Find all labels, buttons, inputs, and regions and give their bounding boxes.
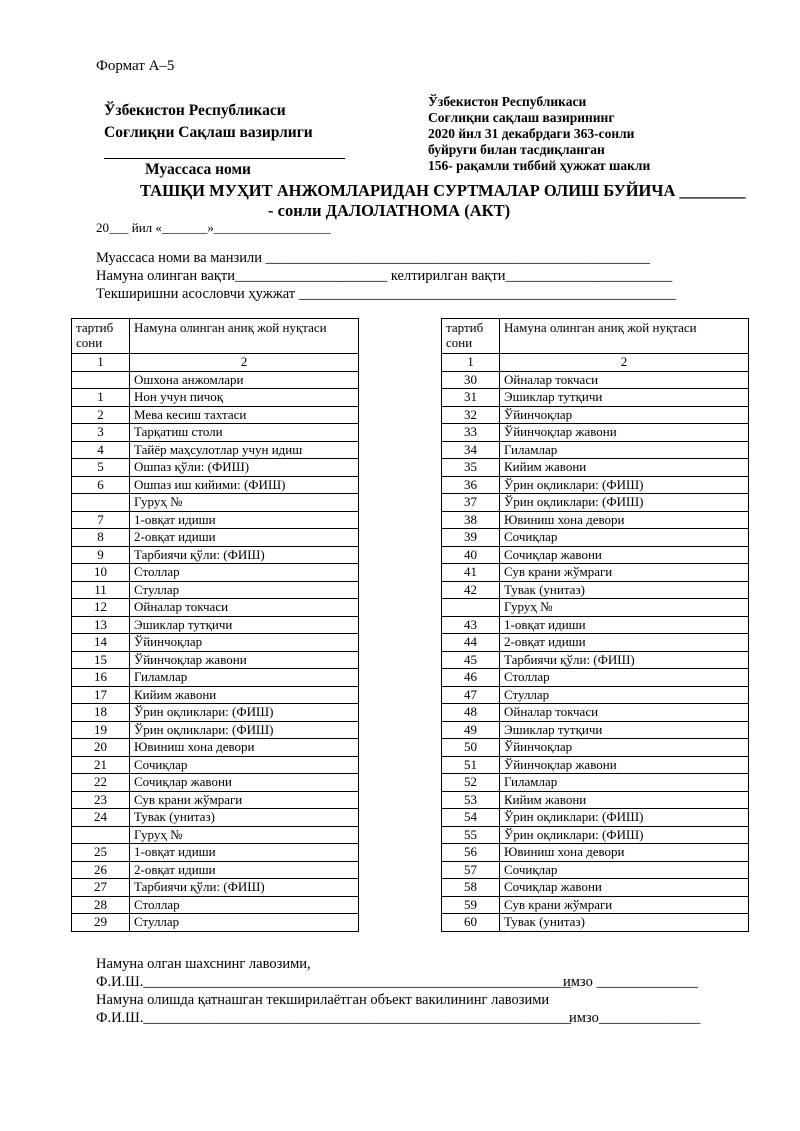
sampling-point-cell: Сув крани жўмраги <box>500 896 749 914</box>
sampling-point-cell: Тайёр маҳсулотлар учун идиш <box>130 441 359 459</box>
row-number <box>72 494 130 512</box>
sampling-point-cell: Ювиниш хона девори <box>500 511 749 529</box>
row-number: 5 <box>72 459 130 477</box>
table-row <box>442 564 749 582</box>
row-number: 39 <box>442 529 500 547</box>
table-row <box>72 371 359 389</box>
row-number: 21 <box>72 756 130 774</box>
sampling-point-cell: Сочиқлар <box>500 861 749 879</box>
sampling-point-cell: Кийим жавони <box>500 791 749 809</box>
sampling-point-cell: 2-овқат идиши <box>130 529 359 547</box>
republic-name: Ўзбекистон Республикаси <box>104 102 286 119</box>
sampling-point-cell: Тарқатиш столи <box>130 424 359 442</box>
row-number: 47 <box>442 686 500 704</box>
row-number: 30 <box>442 371 500 389</box>
sampling-point-header: Намуна олинган аниқ жой нуқтаси <box>500 319 749 354</box>
table-row <box>442 529 749 547</box>
row-number: 16 <box>72 669 130 687</box>
table-row <box>72 529 359 547</box>
sampling-point-cell: Сочиқлар жавони <box>130 774 359 792</box>
table-row <box>72 389 359 407</box>
order-number-header: тартиб сони <box>442 319 500 354</box>
sampling-point-cell: 1-овқат идиши <box>500 616 749 634</box>
row-number: 18 <box>72 704 130 722</box>
row-number: 40 <box>442 546 500 564</box>
row-number: 24 <box>72 809 130 827</box>
row-number: 58 <box>442 879 500 897</box>
table-row <box>72 686 359 704</box>
sampling-point-cell: Стуллар <box>500 686 749 704</box>
table-row <box>442 599 749 617</box>
approval-line-5: 156- рақамли тиббий ҳужжат шакли <box>428 158 651 173</box>
approval-line-2: Соғлиқни сақлаш вазирининг <box>428 110 615 125</box>
row-number <box>72 371 130 389</box>
order-number-header: тартиб сони <box>72 319 130 354</box>
sampling-point-cell: Тарбиячи қўли: (ФИШ) <box>130 879 359 897</box>
sampling-point-cell: Ойналар токчаси <box>130 599 359 617</box>
table-row <box>442 809 749 827</box>
institution-name-label: Муассаса номи <box>145 161 251 178</box>
row-number: 44 <box>442 634 500 652</box>
row-number: 15 <box>72 651 130 669</box>
row-number: 9 <box>72 546 130 564</box>
row-number: 45 <box>442 651 500 669</box>
sampling-point-cell: Ўйинчоқлар жавони <box>130 651 359 669</box>
table-row <box>72 669 359 687</box>
sampling-point-cell: Сочиқлар жавони <box>500 879 749 897</box>
row-number: 2 <box>72 406 130 424</box>
row-number: 48 <box>442 704 500 722</box>
sampling-point-cell: 2-овқат идиши <box>500 634 749 652</box>
sampling-point-cell: Столлар <box>130 564 359 582</box>
row-number: 8 <box>72 529 130 547</box>
representative-fio-field[interactable]: Ф.И.Ш.___________________________________________________________ <box>96 1010 572 1026</box>
row-number: 56 <box>442 844 500 862</box>
sampler-signature-field[interactable]: имзо ______________ <box>563 974 698 990</box>
table-row <box>72 844 359 862</box>
row-number: 4 <box>72 441 130 459</box>
table-row <box>72 756 359 774</box>
row-number: 23 <box>72 791 130 809</box>
table-row <box>72 581 359 599</box>
sampling-point-cell: Сув крани жўмраги <box>130 791 359 809</box>
table-row <box>72 476 359 494</box>
row-number: 11 <box>72 581 130 599</box>
sampling-point-cell: Кийим жавони <box>500 459 749 477</box>
sampling-point-cell: Тувак (унитаз) <box>130 809 359 827</box>
table-row <box>72 896 359 914</box>
row-number: 32 <box>442 406 500 424</box>
row-number: 7 <box>72 511 130 529</box>
table-row <box>72 616 359 634</box>
row-number: 1 <box>72 389 130 407</box>
sampling-point-cell: Стуллар <box>130 581 359 599</box>
table-row <box>72 406 359 424</box>
sampling-point-cell: Тувак (унитаз) <box>500 581 749 599</box>
table-row <box>442 651 749 669</box>
table-row <box>442 826 749 844</box>
row-number: 37 <box>442 494 500 512</box>
sampling-point-cell: Сочиқлар <box>130 756 359 774</box>
row-number: 12 <box>72 599 130 617</box>
sampling-point-cell: Гиламлар <box>500 774 749 792</box>
row-number: 10 <box>72 564 130 582</box>
table-row <box>72 739 359 757</box>
table-row <box>442 546 749 564</box>
sampling-point-cell: Ўйинчоқлар жавони <box>500 424 749 442</box>
row-number: 41 <box>442 564 500 582</box>
table-row <box>442 616 749 634</box>
table-row <box>442 494 749 512</box>
column-index-2: 2 <box>500 354 749 372</box>
approval-line-3: 2020 йил 31 декабрдаги 363-сонли <box>428 126 635 141</box>
sampling-point-cell: Сочиқлар жавони <box>500 546 749 564</box>
row-number: 26 <box>72 861 130 879</box>
sampling-point-cell: Ошпаз иш кийими: (ФИШ) <box>130 476 359 494</box>
representative-signature-field[interactable]: имзо______________ <box>569 1010 701 1026</box>
row-number: 28 <box>72 896 130 914</box>
approval-line-1: Ўзбекистон Республикаси <box>428 94 587 109</box>
row-number: 50 <box>442 739 500 757</box>
row-number: 38 <box>442 511 500 529</box>
row-number: 53 <box>442 791 500 809</box>
row-number: 57 <box>442 861 500 879</box>
sampling-point-cell: Гуруҳ № <box>500 599 749 617</box>
row-number: 49 <box>442 721 500 739</box>
row-number: 27 <box>72 879 130 897</box>
sampling-point-cell: Тувак (унитаз) <box>500 914 749 932</box>
table-row <box>442 441 749 459</box>
sampling-point-cell: Ўрин оқликлари: (ФИШ) <box>130 721 359 739</box>
sampling-point-cell: Ойналар токчаси <box>500 371 749 389</box>
sampling-point-cell: Ўйинчоқлар <box>500 739 749 757</box>
row-number: 42 <box>442 581 500 599</box>
row-number: 54 <box>442 809 500 827</box>
ministry-name: Соғлиқни Сақлаш вазирлиги <box>104 124 313 141</box>
row-number: 25 <box>72 844 130 862</box>
table-row <box>442 861 749 879</box>
table-row <box>442 686 749 704</box>
table-row <box>442 914 749 932</box>
table-row <box>72 861 359 879</box>
row-number: 29 <box>72 914 130 932</box>
sampling-point-cell: Гуруҳ № <box>130 494 359 512</box>
sampling-point-cell: Эшиклар тутқичи <box>130 616 359 634</box>
row-number <box>72 826 130 844</box>
document-title: ТАШҚИ МУҲИТ АНЖОМЛАРИДАН СУРТМАЛАР ОЛИШ БУЙИЧА ________ <box>140 181 746 200</box>
table-row <box>72 704 359 722</box>
sampling-point-cell: 1-овқат идиши <box>130 844 359 862</box>
table-row <box>442 704 749 722</box>
row-number: 35 <box>442 459 500 477</box>
row-number: 3 <box>72 424 130 442</box>
sampling-point-cell: Гиламлар <box>130 669 359 687</box>
representative-position-label: Намуна олишда қатнашган текширилаётган объект вакилининг лавозими <box>96 992 550 1008</box>
table-row <box>442 424 749 442</box>
sampling-point-cell: Гуруҳ № <box>130 826 359 844</box>
row-number <box>442 599 500 617</box>
row-number: 46 <box>442 669 500 687</box>
sampler-fio-field[interactable]: Ф.И.Ш.___________________________________________________________ <box>96 974 572 990</box>
sampling-point-cell: Ўрин оқликлари: (ФИШ) <box>130 704 359 722</box>
sampling-point-cell: Ошхона анжомлари <box>130 371 359 389</box>
sampling-point-cell: Столлар <box>500 669 749 687</box>
table-row <box>72 599 359 617</box>
sampling-point-header: Намуна олинган аниқ жой нуқтаси <box>130 319 359 354</box>
column-index-row <box>442 354 749 372</box>
table-header-row <box>442 319 749 354</box>
table-row <box>442 844 749 862</box>
approval-line-4: буйруғи билан тасдиқланган <box>428 142 605 157</box>
table-row <box>72 774 359 792</box>
sampling-point-cell: Кийим жавони <box>130 686 359 704</box>
sampling-point-cell: Мева кесиш тахтаси <box>130 406 359 424</box>
table-row <box>72 564 359 582</box>
format-label: Формат А–5 <box>96 58 175 74</box>
row-number: 31 <box>442 389 500 407</box>
row-number: 43 <box>442 616 500 634</box>
basis-document-field[interactable]: Текширишни асословчи ҳужжат ____________________________________________________ <box>96 286 676 302</box>
row-number: 52 <box>442 774 500 792</box>
table-row <box>72 459 359 477</box>
sampling-point-cell: Ўрин оқликлари: (ФИШ) <box>500 809 749 827</box>
sampling-point-cell: Ойналар токчаси <box>500 704 749 722</box>
table-row <box>72 809 359 827</box>
sampler-position-label: Намуна олган шахснинг лавозими, <box>96 956 311 972</box>
table-row <box>72 826 359 844</box>
row-number: 17 <box>72 686 130 704</box>
table-row <box>442 879 749 897</box>
table-row <box>442 406 749 424</box>
sampling-point-cell: Тарбиячи қўли: (ФИШ) <box>500 651 749 669</box>
row-number: 34 <box>442 441 500 459</box>
sampling-point-cell: Тарбиячи қўли: (ФИШ) <box>130 546 359 564</box>
table-row <box>442 774 749 792</box>
table-row <box>72 914 359 932</box>
sampling-point-cell: Ювиниш хона девори <box>500 844 749 862</box>
row-number: 6 <box>72 476 130 494</box>
row-number: 14 <box>72 634 130 652</box>
sampling-point-cell: Столлар <box>130 896 359 914</box>
sampling-point-cell: Стуллар <box>130 914 359 932</box>
row-number: 59 <box>442 896 500 914</box>
sampling-point-cell: Ювиниш хона девори <box>130 739 359 757</box>
table-row <box>442 476 749 494</box>
table-row <box>72 879 359 897</box>
institution-name-line <box>104 158 345 159</box>
sampling-point-cell: Ошпаз қўли: (ФИШ) <box>130 459 359 477</box>
sampling-point-cell: Сув крани жўмраги <box>500 564 749 582</box>
table-row <box>442 581 749 599</box>
sampling-point-cell: Ўрин оқликлари: (ФИШ) <box>500 476 749 494</box>
table-row <box>442 459 749 477</box>
table-row <box>442 634 749 652</box>
row-number: 13 <box>72 616 130 634</box>
sampling-point-cell: Ўйинчоқлар <box>130 634 359 652</box>
row-number: 33 <box>442 424 500 442</box>
sampling-points-table-right <box>441 318 749 932</box>
table-row <box>442 739 749 757</box>
sampling-point-cell: Эшиклар тутқичи <box>500 389 749 407</box>
table-row <box>442 371 749 389</box>
table-row <box>72 546 359 564</box>
table-row <box>442 896 749 914</box>
sampling-points-table-left <box>71 318 359 932</box>
table-row <box>72 791 359 809</box>
column-index-row <box>72 354 359 372</box>
table-row <box>442 721 749 739</box>
sampling-point-cell: 2-овқат идиши <box>130 861 359 879</box>
sampling-point-cell: Нон учун пичоқ <box>130 389 359 407</box>
sampling-point-cell: Ўрин оқликлари: (ФИШ) <box>500 826 749 844</box>
table-row <box>72 651 359 669</box>
row-number: 22 <box>72 774 130 792</box>
row-number: 51 <box>442 756 500 774</box>
sampling-point-cell: Гиламлар <box>500 441 749 459</box>
row-number: 20 <box>72 739 130 757</box>
row-number: 55 <box>442 826 500 844</box>
sampling-point-cell: Ўрин оқликлари: (ФИШ) <box>500 494 749 512</box>
sampling-point-cell: Ўйинчоқлар <box>500 406 749 424</box>
row-number: 60 <box>442 914 500 932</box>
column-index-1: 1 <box>442 354 500 372</box>
table-row <box>442 669 749 687</box>
table-header-row <box>72 319 359 354</box>
table-row <box>72 494 359 512</box>
table-row <box>442 511 749 529</box>
sample-time-field[interactable]: Намуна олинган вақти_____________________ келтирилган вақти_______________________ <box>96 268 673 284</box>
column-index-2: 2 <box>130 354 359 372</box>
sampling-point-cell: Сочиқлар <box>500 529 749 547</box>
sampling-point-cell: Ўйинчоқлар жавони <box>500 756 749 774</box>
row-number: 36 <box>442 476 500 494</box>
table-row <box>72 441 359 459</box>
sampling-point-cell: 1-овқат идиши <box>130 511 359 529</box>
table-row <box>72 721 359 739</box>
document-subtitle: - сонли ДАЛОЛАТНОМА (АКТ) <box>268 201 511 220</box>
table-row <box>442 389 749 407</box>
row-number: 19 <box>72 721 130 739</box>
date-line: 20___ йил «_______»__________________ <box>96 220 331 235</box>
table-row <box>442 791 749 809</box>
table-row <box>72 511 359 529</box>
table-row <box>442 756 749 774</box>
column-index-1: 1 <box>72 354 130 372</box>
table-row <box>72 424 359 442</box>
table-row <box>72 634 359 652</box>
sampling-point-cell: Эшиклар тутқичи <box>500 721 749 739</box>
institution-address-field[interactable]: Муассаса номи ва манзили _____________________________________________________ <box>96 250 650 266</box>
